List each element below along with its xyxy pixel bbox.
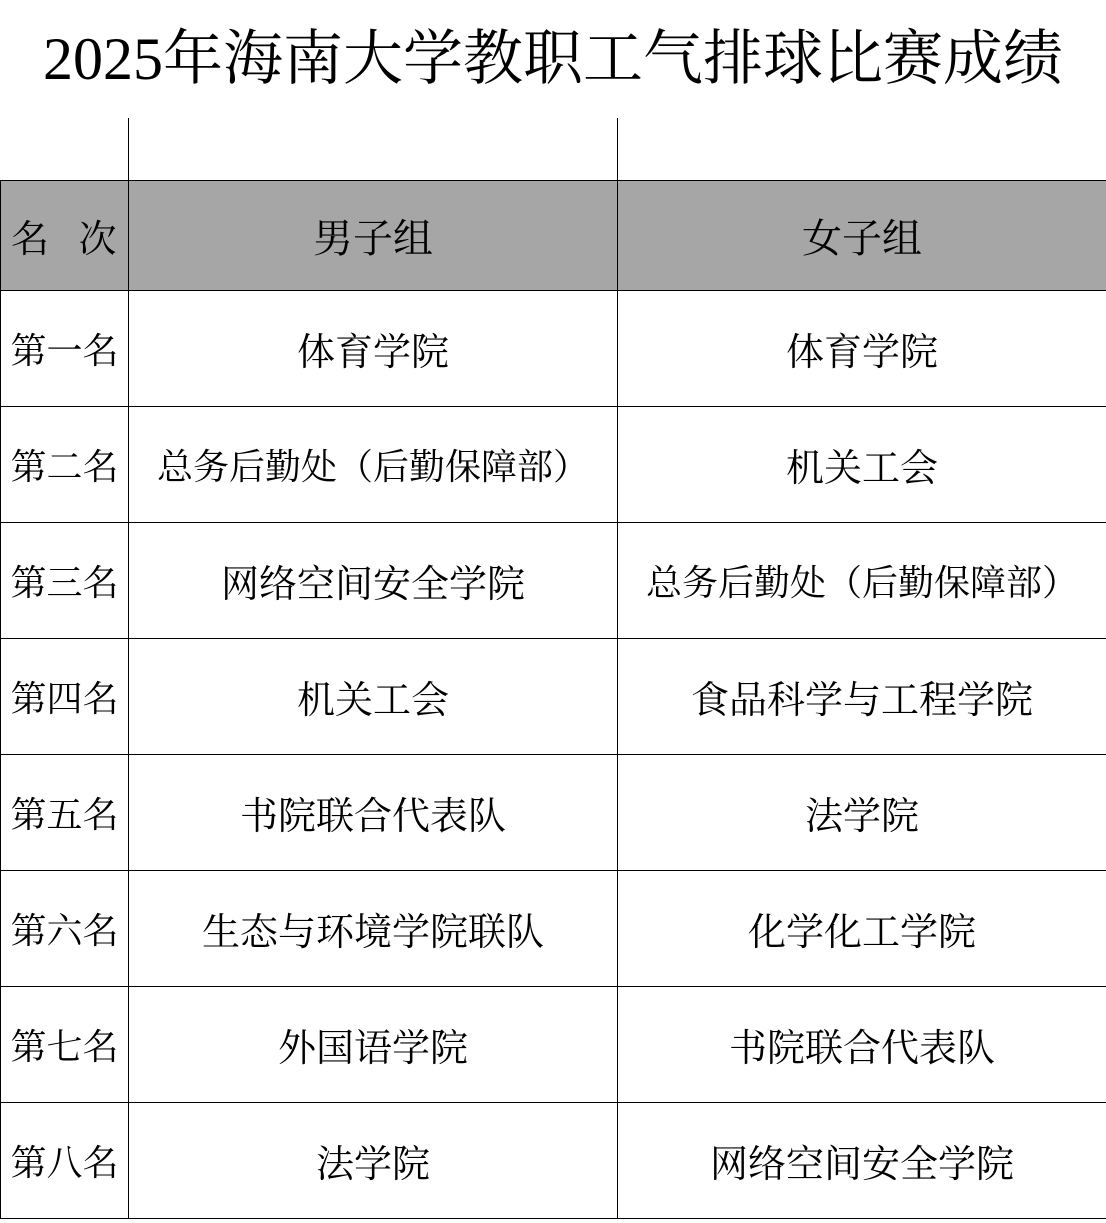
spacer-cell-men xyxy=(129,118,618,180)
table-row xyxy=(1,870,1106,986)
women-team-cell: 网络空间安全学院 xyxy=(618,1102,1106,1218)
rank-cell: 第四名 xyxy=(1,638,129,754)
table-row xyxy=(1,1102,1106,1218)
men-team-cell: 法学院 xyxy=(129,1102,618,1218)
rank-cell: 第三名 xyxy=(1,522,129,638)
rank-cell: 第八名 xyxy=(1,1102,129,1218)
rank-cell: 第二名 xyxy=(1,406,129,522)
men-team-cell: 机关工会 xyxy=(129,638,618,754)
page-title: 2025年海南大学教职工气排球比赛成绩 xyxy=(43,26,1063,92)
table-row xyxy=(1,638,1106,754)
results-table xyxy=(0,118,1106,1219)
document-title-row xyxy=(0,0,1106,118)
rank-cell: 第七名 xyxy=(1,986,129,1102)
spacer-cell-rank xyxy=(1,118,129,180)
men-team-cell: 书院联合代表队 xyxy=(129,754,618,870)
column-header-rank: 名 次 xyxy=(1,180,129,290)
women-team-cell: 机关工会 xyxy=(618,406,1106,522)
table-row xyxy=(1,406,1106,522)
men-team-cell: 总务后勤处（后勤保障部） xyxy=(129,406,618,522)
women-team-cell: 书院联合代表队 xyxy=(618,986,1106,1102)
rank-cell: 第一名 xyxy=(1,290,129,406)
women-team-cell: 化学化工学院 xyxy=(618,870,1106,986)
spacer-cell-women xyxy=(618,118,1106,180)
table-row xyxy=(1,986,1106,1102)
women-team-cell: 体育学院 xyxy=(618,290,1106,406)
column-header-women: 女子组 xyxy=(618,180,1106,290)
spacer-row xyxy=(1,118,1106,180)
table-row xyxy=(1,522,1106,638)
men-team-cell: 生态与环境学院联队 xyxy=(129,870,618,986)
table-row xyxy=(1,290,1106,406)
men-team-cell: 网络空间安全学院 xyxy=(129,522,618,638)
women-team-cell: 食品科学与工程学院 xyxy=(618,638,1106,754)
rank-cell: 第六名 xyxy=(1,870,129,986)
table-row xyxy=(1,754,1106,870)
table-header-row xyxy=(1,180,1106,290)
women-team-cell: 法学院 xyxy=(618,754,1106,870)
men-team-cell: 体育学院 xyxy=(129,290,618,406)
column-header-men: 男子组 xyxy=(129,180,618,290)
men-team-cell: 外国语学院 xyxy=(129,986,618,1102)
women-team-cell: 总务后勤处（后勤保障部） xyxy=(618,522,1106,638)
rank-cell: 第五名 xyxy=(1,754,129,870)
